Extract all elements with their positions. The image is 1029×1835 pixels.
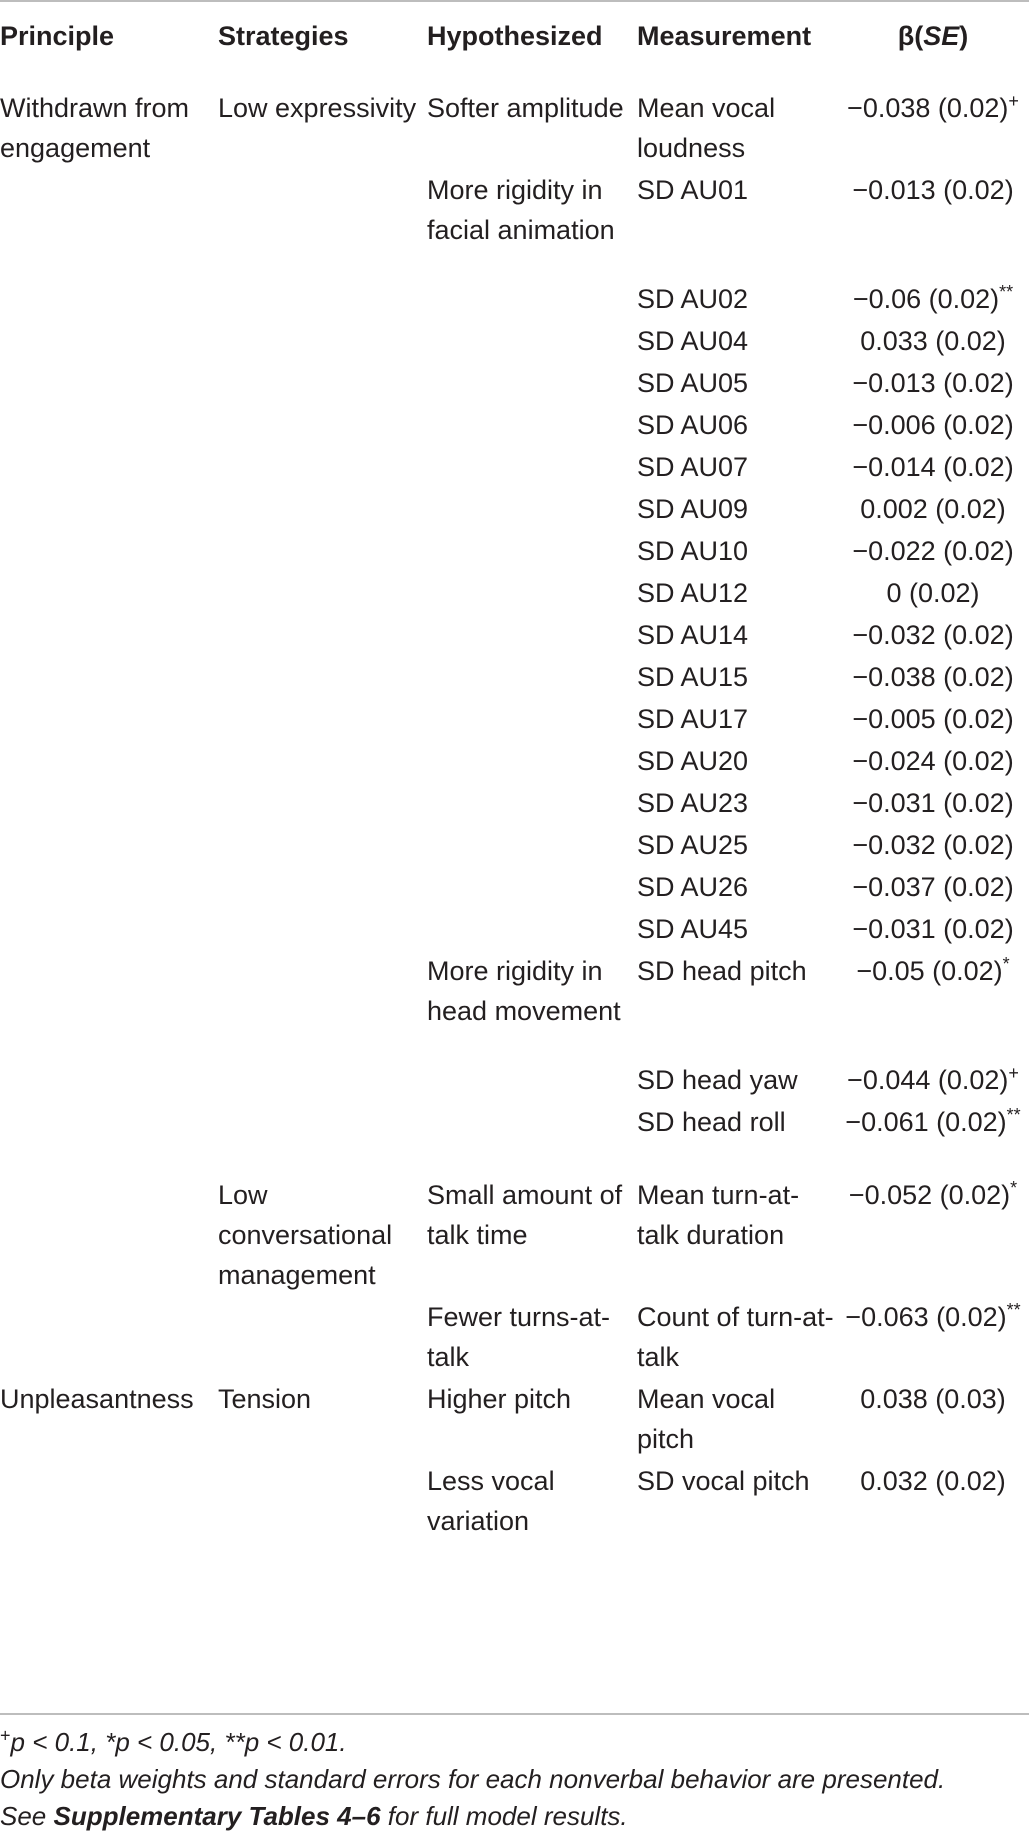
beta-value: −0.024 (0.02) <box>852 746 1014 776</box>
strategy-cell <box>218 168 427 277</box>
table-row <box>0 319 1029 361</box>
significance-marker: + <box>1008 91 1019 111</box>
beta-cell <box>837 1295 1029 1377</box>
beta-value: 0.002 (0.02) <box>860 494 1006 524</box>
beta-close-paren: ) <box>959 21 969 51</box>
see-suffix: for full model results. <box>380 1801 628 1831</box>
table-row <box>0 1459 1029 1541</box>
hypothesized-cell: Fewer turns-at-talk <box>427 1302 611 1372</box>
beta-cell <box>837 571 1029 613</box>
hypothesized-cell: Less vocal variation <box>427 1466 555 1536</box>
hypothesized-cell: More rigidity in facial animation <box>427 175 615 245</box>
significance-marker: * <box>1010 1178 1018 1198</box>
table-row <box>0 403 1029 445</box>
significance-marker: + <box>1008 1063 1019 1083</box>
principle-cell <box>0 1295 218 1377</box>
hypothesized-cell <box>427 613 637 655</box>
principle-cell <box>0 823 218 865</box>
hypothesized-cell <box>427 1058 637 1100</box>
principle-cell <box>0 403 218 445</box>
measurement-cell: SD AU45 <box>637 914 749 944</box>
hypothesized-cell <box>427 697 637 739</box>
beta-value: −0.037 (0.02) <box>852 872 1014 902</box>
significance-text: p < 0.1, *p < 0.05, **p < 0.01. <box>10 1727 347 1757</box>
hypothesized-cell <box>427 361 637 403</box>
beta-value: 0 (0.02) <box>886 578 980 608</box>
see-prefix: See <box>0 1801 54 1831</box>
hypothesized-cell: More rigidity in head movement <box>427 956 621 1026</box>
beta-value: −0.013 (0.02) <box>852 368 1014 398</box>
table-row <box>0 529 1029 571</box>
beta-cell <box>837 1173 1029 1295</box>
significance-marker: ** <box>1006 1105 1021 1125</box>
measurement-cell: SD head pitch <box>637 956 807 986</box>
header-principle: Principle <box>0 21 115 51</box>
measurement-cell: Mean vocal pitch <box>637 1384 776 1454</box>
measurement-cell: Count of turn-at-talk <box>637 1302 834 1372</box>
table-row <box>0 361 1029 403</box>
hypothesized-cell <box>427 781 637 823</box>
beta-cell <box>837 445 1029 487</box>
table-row <box>0 823 1029 865</box>
measurement-cell: SD AU02 <box>637 284 749 314</box>
strategy-cell <box>218 529 427 571</box>
beta-value: −0.014 (0.02) <box>852 452 1014 482</box>
principle-cell <box>0 277 218 319</box>
beta-value: −0.05 (0.02) <box>856 956 1003 986</box>
hypothesized-cell <box>427 571 637 613</box>
header-hypothesized: Hypothesized <box>427 21 603 51</box>
principle-cell <box>0 1173 218 1295</box>
beta-value: −0.005 (0.02) <box>852 704 1014 734</box>
hypothesized-cell <box>427 865 637 907</box>
beta-cell <box>837 781 1029 823</box>
beta-value: −0.044 (0.02) <box>847 1065 1009 1095</box>
se-label: SE <box>923 21 960 51</box>
principle-cell <box>0 655 218 697</box>
beta-value: −0.006 (0.02) <box>852 410 1014 440</box>
beta-cell <box>837 319 1029 361</box>
significance-marker: ** <box>1006 1300 1021 1320</box>
hypothesized-cell <box>427 445 637 487</box>
table-row <box>0 1058 1029 1100</box>
principle-cell <box>0 1459 218 1541</box>
principle-cell: Withdrawn from engagement <box>0 93 190 163</box>
table-row <box>0 697 1029 739</box>
strategy-cell <box>218 277 427 319</box>
measurement-cell: SD AU14 <box>637 620 749 650</box>
measurement-cell: SD head roll <box>637 1107 786 1137</box>
table-row <box>0 781 1029 823</box>
principle-cell <box>0 907 218 949</box>
beta-cell <box>837 361 1029 403</box>
beta-value: 0.033 (0.02) <box>860 326 1006 356</box>
significance-marker: * <box>1002 954 1010 974</box>
beta-value: −0.06 (0.02) <box>852 284 1000 314</box>
beta-cell <box>837 613 1029 655</box>
measurement-cell: SD AU01 <box>637 175 749 205</box>
strategy-cell <box>218 865 427 907</box>
measurement-cell: SD AU06 <box>637 410 749 440</box>
strategy-cell: Tension <box>218 1384 312 1414</box>
principle-cell <box>0 739 218 781</box>
header-measurement: Measurement <box>637 21 812 51</box>
measurement-cell: SD AU10 <box>637 536 749 566</box>
measurement-cell: SD AU25 <box>637 830 749 860</box>
beta-cell <box>837 403 1029 445</box>
table-row <box>0 1295 1029 1377</box>
table-row <box>0 487 1029 529</box>
beta-value: −0.032 (0.02) <box>852 830 1014 860</box>
hypothesized-cell <box>427 739 637 781</box>
measurement-cell: SD AU17 <box>637 704 749 734</box>
table-row <box>0 168 1029 277</box>
table-row <box>0 655 1029 697</box>
beta-value: 0.032 (0.02) <box>860 1466 1006 1496</box>
beta-value: −0.022 (0.02) <box>852 536 1014 566</box>
beta-value: 0.038 (0.03) <box>860 1384 1006 1414</box>
measurement-cell: SD vocal pitch <box>637 1466 810 1496</box>
table-row <box>0 72 1029 168</box>
table-row <box>0 1100 1029 1173</box>
header-strategies: Strategies <box>218 21 349 51</box>
beta-cell <box>837 823 1029 865</box>
hypothesized-cell <box>427 529 637 571</box>
table-row <box>0 1377 1029 1459</box>
principle-cell <box>0 865 218 907</box>
beta-cell <box>837 949 1029 1058</box>
table-row <box>0 949 1029 1058</box>
principle-cell <box>0 1058 218 1100</box>
strategy-cell <box>218 823 427 865</box>
beta-value: −0.038 (0.02) <box>852 662 1014 692</box>
principle-cell <box>0 781 218 823</box>
beta-value: −0.013 (0.02) <box>852 175 1014 205</box>
hypothesized-cell: Higher pitch <box>427 1384 572 1414</box>
hypothesized-cell <box>427 907 637 949</box>
table-row <box>0 277 1029 319</box>
beta-cell <box>837 277 1029 319</box>
strategy-cell <box>218 1459 427 1541</box>
beta-symbol: β( <box>897 21 924 51</box>
strategy-cell <box>218 1295 427 1377</box>
beta-value: −0.061 (0.02) <box>845 1107 1007 1137</box>
measurement-cell: SD AU04 <box>637 326 749 356</box>
principle-cell <box>0 571 218 613</box>
table-body <box>0 72 1029 1541</box>
principle-cell <box>0 361 218 403</box>
hypothesized-cell <box>427 277 637 319</box>
measurement-cell: Mean vocal loudness <box>637 93 776 163</box>
principle-cell: Unpleasantness <box>0 1384 194 1414</box>
strategy-cell <box>218 949 427 1058</box>
strategy-cell <box>218 1058 427 1100</box>
measurement-cell: SD AU12 <box>637 578 749 608</box>
table-row <box>0 907 1029 949</box>
beta-cell <box>837 72 1029 168</box>
hypothesized-cell: Small amount of talk time <box>427 1180 623 1250</box>
principle-cell <box>0 319 218 361</box>
footnote-significance <box>0 1724 1029 1761</box>
hypothesized-cell <box>427 823 637 865</box>
table-header <box>0 0 1029 72</box>
footnote-see <box>0 1798 1029 1835</box>
principle-cell <box>0 529 218 571</box>
beta-cell <box>837 1459 1029 1541</box>
beta-cell <box>837 907 1029 949</box>
beta-cell <box>837 697 1029 739</box>
beta-cell <box>837 655 1029 697</box>
table-row <box>0 739 1029 781</box>
table-row <box>0 613 1029 655</box>
header-beta <box>837 0 1029 72</box>
principle-cell <box>0 487 218 529</box>
measurement-cell: SD AU05 <box>637 368 749 398</box>
beta-value: −0.031 (0.02) <box>852 914 1014 944</box>
strategy-cell <box>218 319 427 361</box>
strategy-cell <box>218 361 427 403</box>
table-row <box>0 865 1029 907</box>
strategy-cell <box>218 445 427 487</box>
beta-cell <box>837 865 1029 907</box>
beta-value: −0.038 (0.02) <box>847 93 1009 123</box>
measurement-cell: SD AU09 <box>637 494 749 524</box>
table-row <box>0 445 1029 487</box>
strategy-cell <box>218 781 427 823</box>
strategy-cell <box>218 1100 427 1173</box>
strategy-cell <box>218 907 427 949</box>
measurement-cell: SD AU07 <box>637 452 749 482</box>
hypothesized-cell <box>427 1100 637 1173</box>
measurement-cell: SD head yaw <box>637 1065 798 1095</box>
beta-value: −0.032 (0.02) <box>852 620 1014 650</box>
strategy-cell <box>218 655 427 697</box>
measurement-cell: SD AU26 <box>637 872 749 902</box>
bottom-rule <box>0 1713 1029 1715</box>
strategy-cell <box>218 613 427 655</box>
principle-cell <box>0 168 218 277</box>
beta-cell <box>837 1377 1029 1459</box>
principle-cell <box>0 445 218 487</box>
table-row <box>0 1173 1029 1295</box>
hypothesized-cell <box>427 655 637 697</box>
beta-value: −0.052 (0.02) <box>848 1180 1011 1210</box>
supplementary-link: Supplementary Tables 4–6 <box>53 1801 381 1831</box>
strategy-cell: Low conversational management <box>218 1180 393 1290</box>
strategy-cell <box>218 571 427 613</box>
measurement-cell: SD AU15 <box>637 662 749 692</box>
beta-value: −0.063 (0.02) <box>845 1302 1007 1332</box>
beta-cell <box>837 529 1029 571</box>
hypothesized-cell <box>427 319 637 361</box>
hypothesized-cell <box>427 487 637 529</box>
beta-cell <box>837 168 1029 277</box>
strategy-cell: Low expressivity <box>218 93 417 123</box>
principle-cell <box>0 613 218 655</box>
measurement-cell: SD AU23 <box>637 788 749 818</box>
strategy-cell <box>218 697 427 739</box>
beta-cell <box>837 739 1029 781</box>
significance-marker: ** <box>999 282 1014 302</box>
principle-cell <box>0 949 218 1058</box>
strategy-cell <box>218 487 427 529</box>
footnote-beta-note: Only beta weights and standard errors for each nonverbal behavior are presented. <box>0 1764 946 1794</box>
measurement-cell: SD AU20 <box>637 746 749 776</box>
measurement-cell: Mean turn-at-talk duration <box>637 1180 800 1250</box>
beta-cell <box>837 487 1029 529</box>
beta-cell <box>837 1100 1029 1173</box>
strategy-cell <box>218 739 427 781</box>
beta-cell <box>837 1058 1029 1100</box>
hypothesized-cell: Softer amplitude <box>427 93 624 123</box>
hypothesized-cell <box>427 403 637 445</box>
principle-cell <box>0 697 218 739</box>
table-row <box>0 571 1029 613</box>
strategy-cell <box>218 403 427 445</box>
principle-cell <box>0 1100 218 1173</box>
beta-value: −0.031 (0.02) <box>852 788 1014 818</box>
plus-superscript: + <box>0 1725 11 1746</box>
